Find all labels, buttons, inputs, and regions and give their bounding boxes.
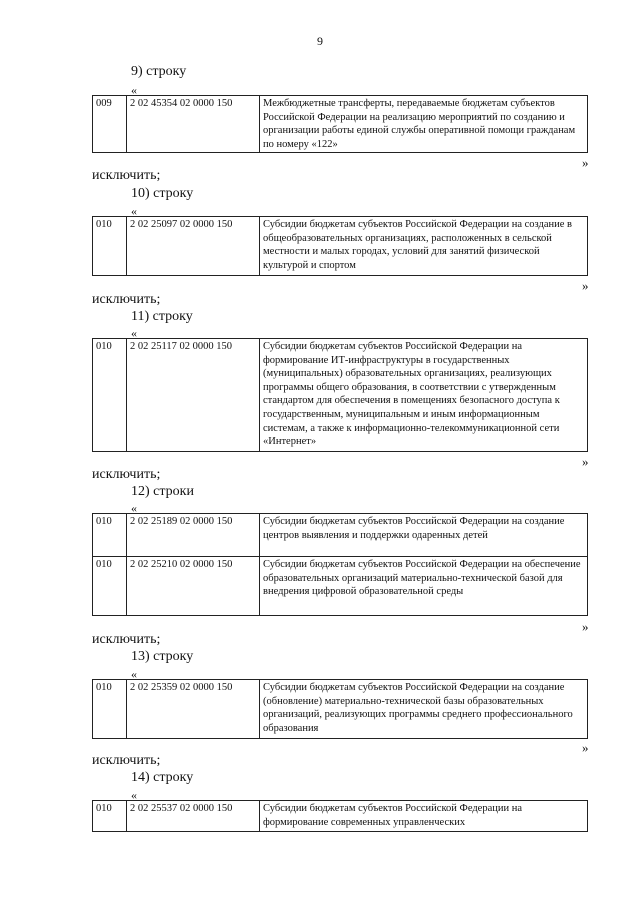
budget-classification-code: 2 02 25359 02 0000 150: [127, 680, 260, 739]
revenue-name: Субсидии бюджетам субъектов Российской Федерации на формирование ИТ-инфраструктуры в государственных (муниципальных) образовательных организациях, реализующих программы общего образования, в соответствии с утвержденным стандартом для обеспечения в помещениях безопасного доступа к государственным, муниципальным и иным информационным системам, а также к информационно-телекоммуникационной сети «Интернет»: [260, 339, 588, 452]
revenue-name: Субсидии бюджетам субъектов Российской Федерации на создание центров выявления и поддержки одаренных детей: [260, 514, 588, 557]
section-heading: 13) строку: [131, 649, 194, 664]
budget-classification-code: 2 02 25097 02 0000 150: [127, 217, 260, 276]
section-heading: 11) строку: [131, 309, 193, 324]
open-quote: «: [131, 83, 137, 97]
budget-code-table: [92, 800, 588, 832]
close-quote: »: [582, 155, 589, 170]
table-row: [93, 801, 588, 832]
action-text: исключить;: [92, 292, 161, 307]
open-quote: «: [131, 788, 137, 802]
section-heading: 14) строку: [131, 770, 194, 785]
open-quote: «: [131, 667, 137, 681]
table-row: [93, 217, 588, 276]
table-row: [93, 680, 588, 739]
row-number: 010: [93, 514, 127, 557]
row-number: 010: [93, 217, 127, 276]
table-row: [93, 514, 588, 557]
close-quote: »: [582, 740, 589, 755]
budget-code-table: [92, 95, 588, 153]
open-quote: «: [131, 501, 137, 515]
revenue-name: Субсидии бюджетам субъектов Российской Федерации на формирование современных управленческих: [260, 801, 588, 832]
table-row: [93, 96, 588, 153]
action-text: исключить;: [92, 467, 161, 482]
page-number: 9: [317, 34, 323, 48]
section-heading: 9) строку: [131, 64, 187, 79]
row-number: 010: [93, 801, 127, 832]
close-quote: »: [582, 278, 589, 293]
budget-classification-code: 2 02 25189 02 0000 150: [127, 514, 260, 557]
budget-code-table: [92, 338, 588, 452]
row-number: 009: [93, 96, 127, 153]
close-quote: »: [582, 619, 589, 634]
action-text: исключить;: [92, 632, 161, 647]
section-heading: 10) строку: [131, 186, 194, 201]
revenue-name: Субсидии бюджетам субъектов Российской Федерации на создание в общеобразовательных организациях, расположенных в сельской местности и малых городах, условий для занятий физической культурой и спортом: [260, 217, 588, 276]
section-heading: 12) строки: [131, 484, 194, 499]
revenue-name: Субсидии бюджетам субъектов Российской Федерации на создание (обновление) материально-технической базы образовательных организаций, реализующих программы среднего профессионального образования: [260, 680, 588, 739]
open-quote: «: [131, 204, 137, 218]
action-text: исключить;: [92, 168, 161, 183]
row-number: 010: [93, 557, 127, 616]
revenue-name: Субсидии бюджетам субъектов Российской Федерации на обеспечение образовательных организаций материально-технической базой для внедрения цифровой образовательной среды: [260, 557, 588, 616]
budget-classification-code: 2 02 25117 02 0000 150: [127, 339, 260, 452]
row-number: 010: [93, 680, 127, 739]
budget-code-table: [92, 513, 588, 616]
budget-classification-code: 2 02 25210 02 0000 150: [127, 557, 260, 616]
close-quote: »: [582, 454, 589, 469]
revenue-name: Межбюджетные трансферты, передаваемые бюджетам субъектов Российской Федерации на реализацию мероприятий по созданию и организации работы единой службы оперативной помощи гражданам по номеру «122»: [260, 96, 588, 153]
budget-classification-code: 2 02 25537 02 0000 150: [127, 801, 260, 832]
open-quote: «: [131, 326, 137, 340]
budget-classification-code: 2 02 45354 02 0000 150: [127, 96, 260, 153]
budget-code-table: [92, 679, 588, 739]
action-text: исключить;: [92, 753, 161, 768]
table-row: [93, 339, 588, 452]
budget-code-table: [92, 216, 588, 276]
row-number: 010: [93, 339, 127, 452]
table-row: [93, 557, 588, 616]
